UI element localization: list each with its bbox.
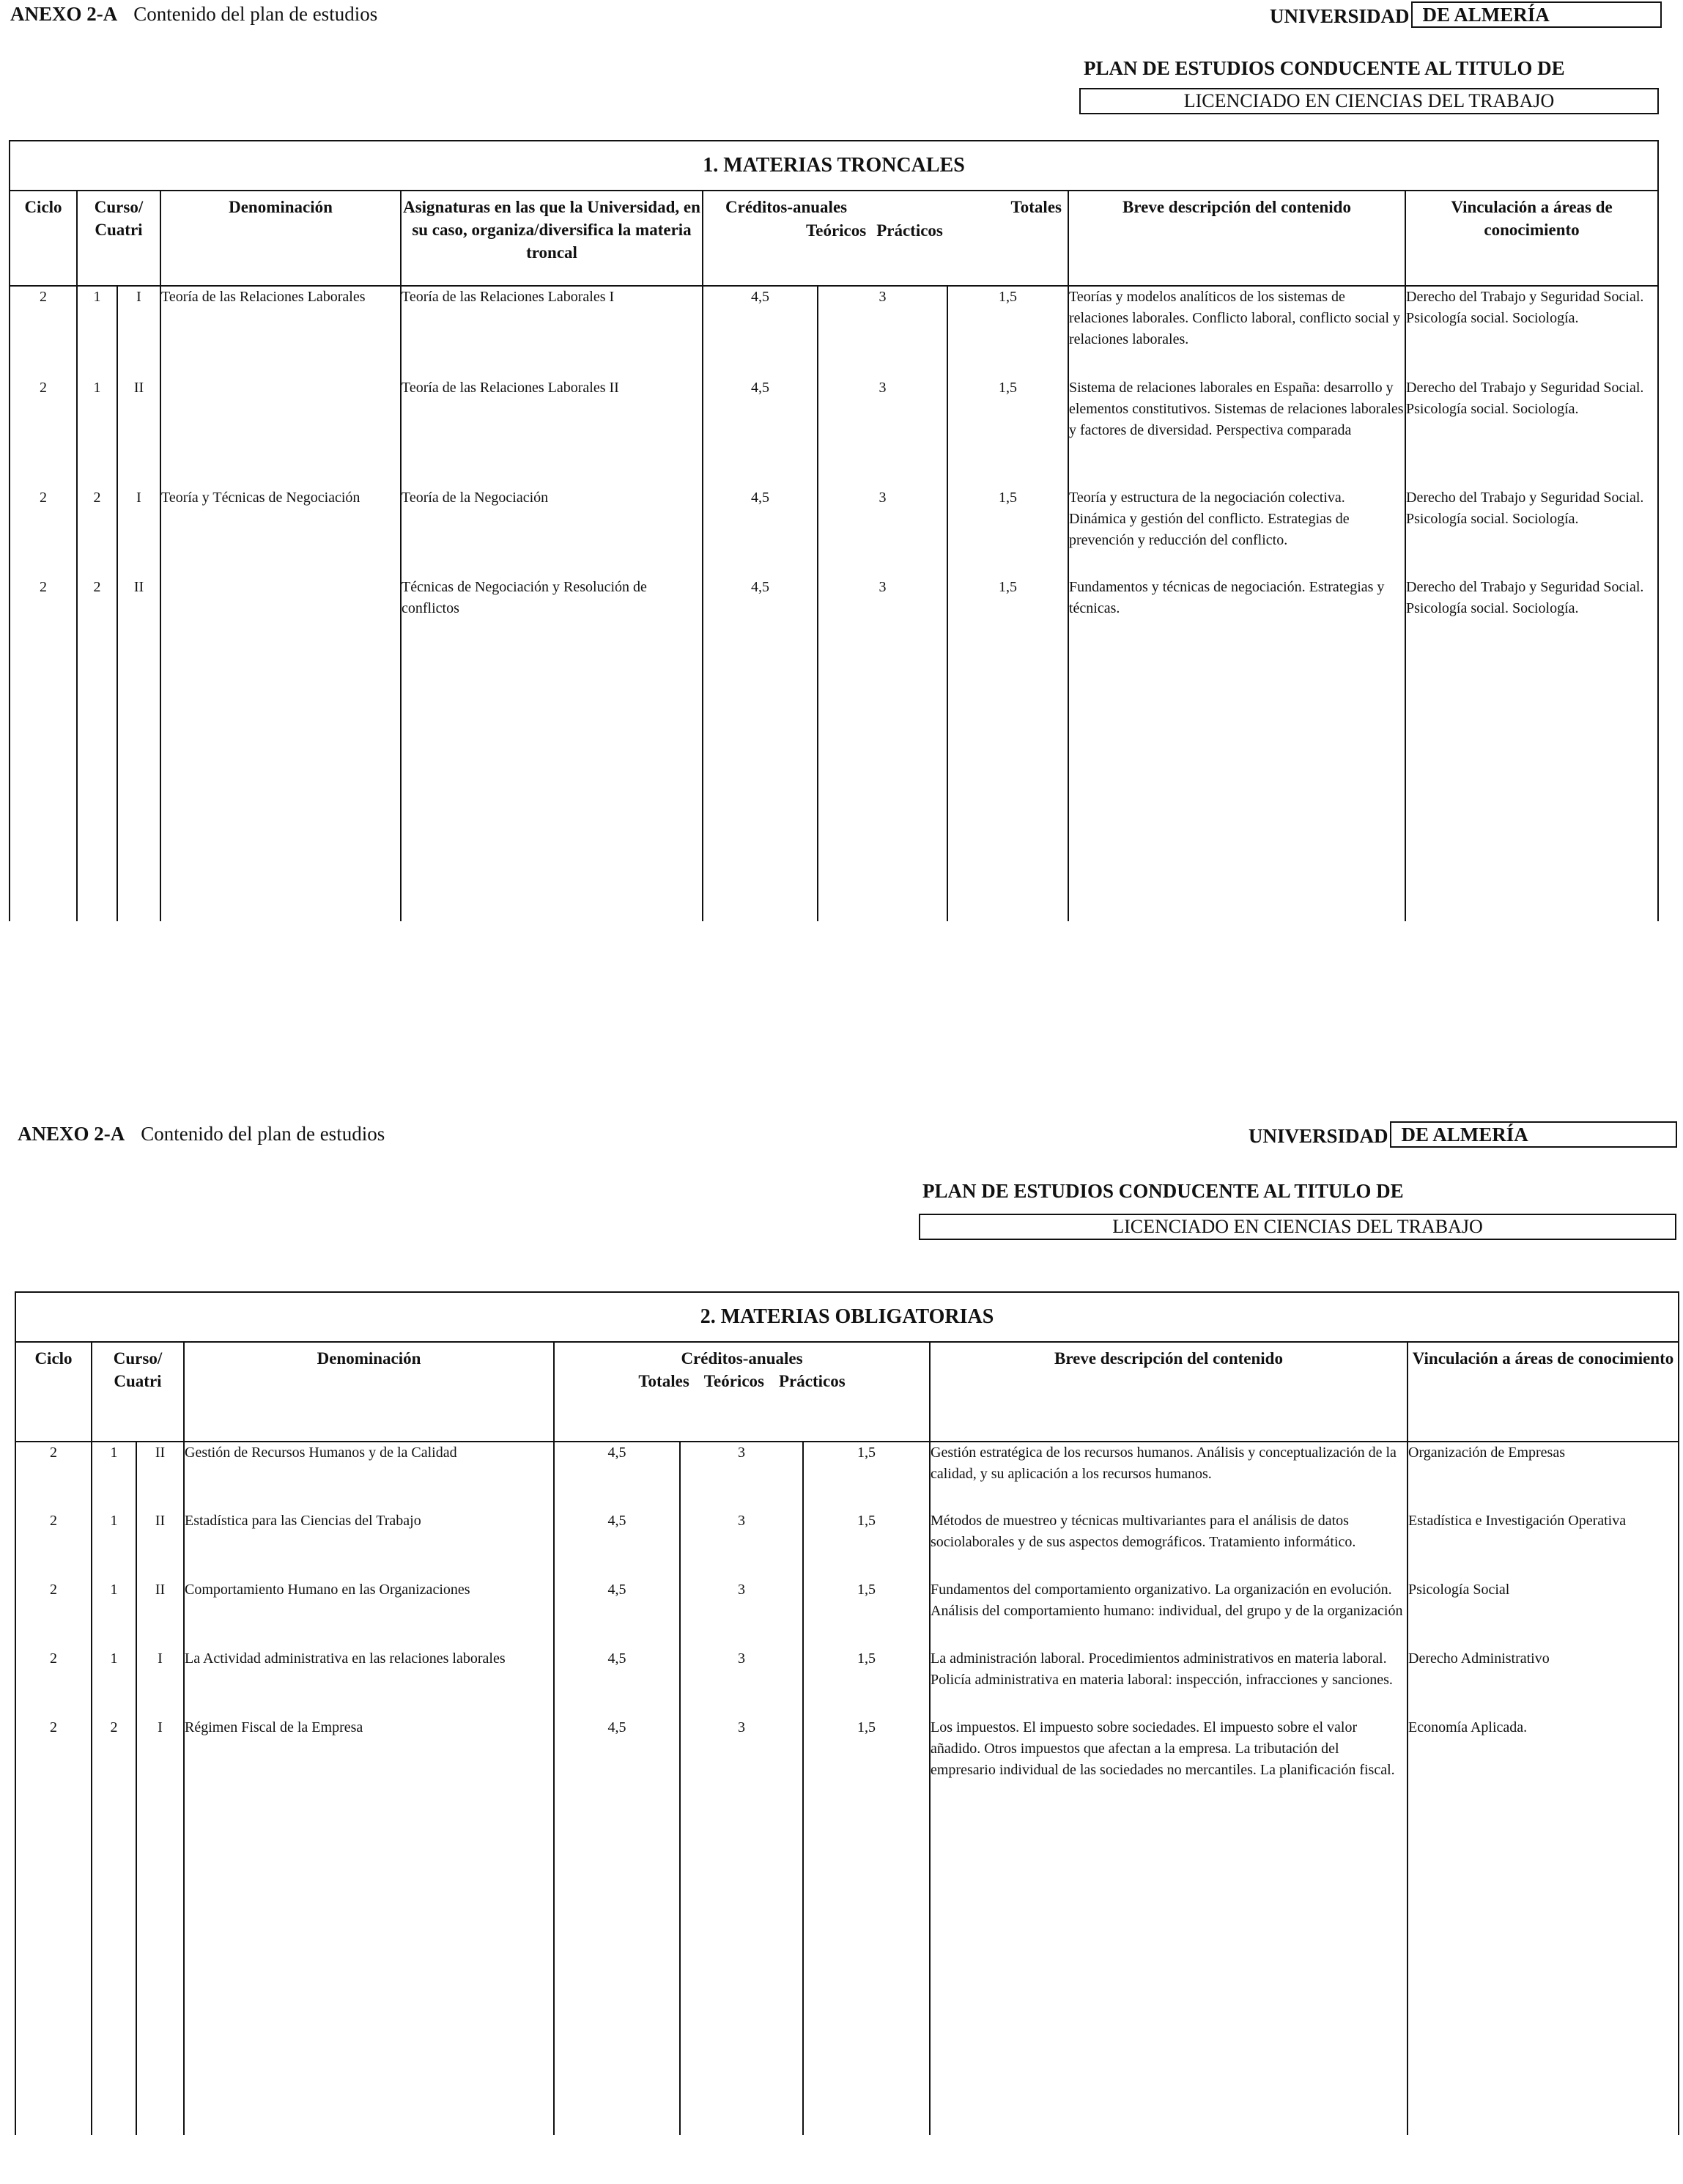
cell-denominacion: La Actividad administrativa en las relaciones laborales [184,1648,554,1717]
cell-totales: 4,5 [554,1579,680,1648]
col-asignaturas: Asignaturas en las que la Universidad, en su caso, organiza/diversifica la materia troncal [401,191,703,286]
degree-title-box: LICENCIADO EN CIENCIAS DEL TRABAJO [1079,88,1659,114]
cell-curso: 1 [77,286,117,377]
university-label: UNIVERSIDAD [1249,1125,1388,1147]
cell-vinculacion: Derecho del Trabajo y Seguridad Social. Psicología social. Sociología. [1405,577,1658,921]
practicos-label: Prácticos [778,1372,846,1390]
cell-ciclo: 2 [15,1648,92,1717]
cell-descripcion: Fundamentos del comportamiento organizativo. La organización en evolución. Análisis del comportamiento humano: individual, del grupo y de la organización [930,1579,1408,1648]
troncales-table [9,140,1659,921]
cell-ciclo: 2 [15,1717,92,2135]
cell-ciclo: 2 [15,1442,92,1510]
cell-ciclo: 2 [10,286,77,377]
cell-cuatri: II [136,1510,184,1579]
cell-descripcion: Métodos de muestreo y técnicas multivariantes para el análisis de datos sociolaborales y de sus aspectos demográficos. Tratamiento informático. [930,1510,1408,1579]
cell-vinculacion: Estadística e Investigación Operativa [1408,1510,1679,1579]
cell-vinculacion: Derecho del Trabajo y Seguridad Social. Psicología social. Sociología. [1405,487,1658,577]
cell-practicos: 1,5 [947,377,1068,487]
page-obligatorias [0,1107,1683,2184]
cell-teoricos: 3 [680,1717,803,2135]
practicos-label: Prácticos [876,221,943,240]
col-creditos [554,1342,930,1442]
degree-title-box: LICENCIADO EN CIENCIAS DEL TRABAJO [919,1214,1676,1240]
teoricos-label: Teóricos [703,1372,764,1390]
cell-denominacion [160,377,401,487]
cell-ciclo: 2 [10,377,77,487]
cell-totales: 4,5 [554,1648,680,1717]
cell-curso: 2 [77,577,117,921]
university-name-box: DE ALMERÍA [1411,1,1662,28]
cell-asignatura: Técnicas de Negociación y Resolución de conflictos [401,577,703,921]
obligatorias-table [15,1291,1679,2135]
cell-curso: 1 [92,1648,136,1717]
cell-curso: 1 [92,1442,136,1510]
cell-teoricos: 3 [680,1510,803,1579]
page-troncales [0,0,1683,953]
cell-curso: 2 [92,1717,136,2135]
cell-denominacion: Teoría y Técnicas de Negociación [160,487,401,577]
creditos-subheaders [555,1370,929,1392]
cell-teoricos: 3 [818,577,947,921]
cell-cuatri: II [117,577,160,921]
cell-practicos: 1,5 [803,1510,930,1579]
cell-denominacion: Gestión de Recursos Humanos y de la Calidad [184,1442,554,1510]
cell-denominacion: Comportamiento Humano en las Organizaciones [184,1579,554,1648]
university-label: UNIVERSIDAD [1270,5,1410,27]
table-row [15,1579,1679,1648]
cell-totales: 4,5 [703,377,818,487]
cell-vinculacion: Economía Aplicada. [1408,1717,1679,2135]
cell-vinculacion: Derecho del Trabajo y Seguridad Social. Psicología social. Sociología. [1405,377,1658,487]
creditos-label: Créditos-anuales [725,198,848,216]
plan-label: PLAN DE ESTUDIOS CONDUCENTE AL TITULO DE [1084,57,1565,79]
cell-totales: 4,5 [554,1717,680,2135]
cell-descripcion: Teoría y estructura de la negociación colectiva. Dinámica y gestión del conflicto. Estrategias de prevención y reducción del conflicto. [1068,487,1405,577]
annex-header [18,1123,385,1146]
cell-teoricos: 3 [818,487,947,577]
table-row [15,1648,1679,1717]
table-row [15,1510,1679,1579]
cell-practicos: 1,5 [803,1717,930,2135]
annex-header [10,3,377,26]
col-descripcion: Breve descripción del contenido [930,1342,1408,1442]
cell-practicos: 1,5 [947,286,1068,377]
annex-label: ANEXO 2-A [18,1123,125,1145]
cell-cuatri: I [117,286,160,377]
cell-teoricos: 3 [680,1579,803,1648]
troncales-title: 1. MATERIAS TRONCALES [10,141,1658,191]
obligatorias-title: 2. MATERIAS OBLIGATORIAS [15,1292,1679,1342]
cell-totales: 4,5 [554,1442,680,1510]
table-row [15,1442,1679,1510]
cell-practicos: 1,5 [947,487,1068,577]
cell-descripcion: Los impuestos. El impuesto sobre sociedades. El impuesto sobre el valor añadido. Otros impuestos que afectan a la empresa. La tributación del empresario individual de las sociedades no mercantiles. La planificación fiscal. [930,1717,1408,2135]
cell-teoricos: 3 [680,1648,803,1717]
cell-curso: 1 [92,1579,136,1648]
cell-totales: 4,5 [554,1510,680,1579]
col-curso: Curso/ Cuatri [92,1342,184,1442]
cell-curso: 2 [77,487,117,577]
cell-descripcion: Teorías y modelos analíticos de los sistemas de relaciones laborales. Conflicto laboral, conflicto social y relaciones laborales. [1068,286,1405,377]
cell-descripcion: La administración laboral. Procedimientos administrativos en materia laboral. Policía administrativa en materia laboral: inspección, infracciones y sanciones. [930,1648,1408,1717]
cell-cuatri: II [136,1579,184,1648]
university-header [1249,1121,1677,1148]
cell-asignatura: Teoría de las Relaciones Laborales I [401,286,703,377]
cell-denominacion: Estadística para las Ciencias del Trabajo [184,1510,554,1579]
cell-totales: 4,5 [703,286,818,377]
cell-teoricos: 3 [818,286,947,377]
cell-teoricos: 3 [818,377,947,487]
col-vinculacion: Vinculación a áreas de conocimiento [1405,191,1658,286]
col-curso: Curso/ Cuatri [77,191,160,286]
col-vinculacion: Vinculación a áreas de conocimiento [1408,1342,1679,1442]
cell-curso: 1 [92,1510,136,1579]
cell-denominacion [160,577,401,921]
annex-label: ANEXO 2-A [10,3,118,25]
cell-ciclo: 2 [10,577,77,921]
cell-vinculacion: Psicología Social [1408,1579,1679,1648]
cell-totales: 4,5 [703,577,818,921]
cell-practicos: 1,5 [803,1648,930,1717]
totales-label: Totales [1010,198,1062,216]
cell-totales: 4,5 [703,487,818,577]
table-row [10,377,1658,487]
cell-practicos: 1,5 [803,1442,930,1510]
creditos-label: Créditos-anuales [681,1349,803,1368]
cell-cuatri: I [136,1717,184,2135]
cell-cuatri: I [117,487,160,577]
cell-denominacion: Régimen Fiscal de la Empresa [184,1717,554,2135]
col-descripcion: Breve descripción del contenido [1068,191,1405,286]
cell-vinculacion: Derecho del Trabajo y Seguridad Social. Psicología social. Sociología. [1405,286,1658,377]
cell-curso: 1 [77,377,117,487]
col-ciclo: Ciclo [10,191,77,286]
cell-practicos: 1,5 [947,577,1068,921]
cell-descripcion: Gestión estratégica de los recursos humanos. Análisis y conceptualización de la calidad, y su aplicación a los recursos humanos. [930,1442,1408,1510]
table-row [10,577,1658,921]
cell-ciclo: 2 [15,1579,92,1648]
totales-label: Totales [638,1372,689,1390]
cell-asignatura: Teoría de las Relaciones Laborales II [401,377,703,487]
cell-asignatura: Teoría de la Negociación [401,487,703,577]
cell-descripcion: Fundamentos y técnicas de negociación. Estrategias y técnicas. [1068,577,1405,921]
cell-ciclo: 2 [15,1510,92,1579]
plan-label: PLAN DE ESTUDIOS CONDUCENTE AL TITULO DE [922,1180,1404,1202]
cell-descripcion: Sistema de relaciones laborales en España: desarrollo y elementos constitutivos. Sistemas de relaciones laborales y factores de diversidad. Perspectiva comparada [1068,377,1405,487]
col-creditos [703,191,1068,286]
cell-vinculacion: Derecho Administrativo [1408,1648,1679,1717]
table-row [15,1717,1679,2135]
cell-ciclo: 2 [10,487,77,577]
cell-cuatri: I [136,1648,184,1717]
table-row [10,286,1658,377]
annex-subtitle: Contenido del plan de estudios [133,3,378,25]
col-denominacion: Denominación [160,191,401,286]
table-row [10,487,1658,577]
col-denominacion: Denominación [184,1342,554,1442]
cell-cuatri: II [117,377,160,487]
cell-practicos: 1,5 [803,1579,930,1648]
col-ciclo: Ciclo [15,1342,92,1442]
cell-denominacion: Teoría de las Relaciones Laborales [160,286,401,377]
cell-vinculacion: Organización de Empresas [1408,1442,1679,1510]
cell-cuatri: II [136,1442,184,1510]
university-header [1270,1,1662,28]
university-name-box: DE ALMERÍA [1390,1121,1677,1148]
teoricos-label: Teóricos [806,221,867,240]
annex-subtitle: Contenido del plan de estudios [141,1123,385,1145]
creditos-subheaders [806,219,943,242]
cell-teoricos: 3 [680,1442,803,1510]
